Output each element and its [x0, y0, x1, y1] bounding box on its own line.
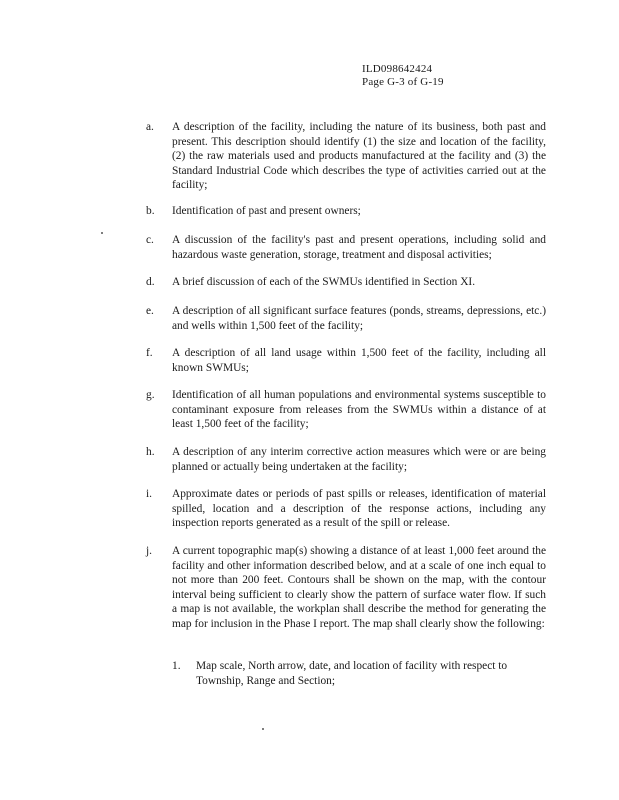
item-letter: f. — [146, 347, 153, 359]
list-item-i — [146, 487, 546, 531]
list-item-j — [146, 544, 546, 632]
page-header — [362, 63, 444, 89]
list-item-c — [146, 233, 546, 262]
sub-item-number: 1. — [172, 660, 181, 672]
item-text: A current topographic map(s) showing a distance of at least 1,000 feet around the facility and other information described below, and at a scale of one inch equal to not more than 200 feet. Contours shall be shown on the map, with the contour interval being sufficient to clearly show the pattern of surface water flow. If such a map is not available, the workplan shall describe the method for generating the map for inclusion in the Phase I report. The map shall clearly show the following: — [172, 545, 546, 630]
list-item-g — [146, 388, 546, 432]
list-item-f — [146, 346, 546, 375]
document-id: ILD098642424 — [362, 63, 433, 75]
item-text: Approximate dates or periods of past spills or releases, identification of material spilled, location and a description of the response actions, including any inspection reports generated as a result of the spill or release. — [172, 488, 546, 530]
list-item-a — [146, 120, 546, 193]
item-text: A description of all land usage within 1,500 feet of the facility, including all known SWMUs; — [172, 347, 546, 374]
item-letter: b. — [146, 205, 155, 217]
item-text: A brief discussion of each of the SWMUs identified in Section XI. — [172, 276, 476, 288]
list-item-e — [146, 304, 546, 333]
item-letter: c. — [146, 234, 154, 246]
item-text: A description of any interim corrective action measures which were or are being planned or actually being undertaken at the facility; — [172, 446, 546, 473]
item-text: A description of the facility, including the nature of its business, both past and present. This description should identify (1) the size and location of the facility, (2) the raw materials used and products manufactured at the facility and (3) the Standard Industrial Code which describes the type of activities carried out at the facility; — [172, 121, 546, 192]
page-number: Page G-3 of G-19 — [362, 76, 444, 88]
item-letter: a. — [146, 121, 154, 133]
item-text: A description of all significant surface features (ponds, streams, depressions, etc.) and wells within 1,500 feet of the facility; — [172, 305, 546, 332]
item-text: Identification of all human populations and environmental systems susceptible to contaminant exposure from releases from the SWMUs within a distance of at least 1,500 feet of the facility; — [172, 389, 546, 431]
item-letter: h. — [146, 446, 155, 458]
scan-speck — [101, 232, 103, 234]
sub-item-1 — [170, 659, 546, 688]
list-item-b — [146, 204, 546, 219]
scan-speck — [262, 728, 264, 730]
item-letter: e. — [146, 305, 154, 317]
item-letter: d. — [146, 276, 155, 288]
item-letter: j. — [146, 545, 153, 557]
sub-item-text: Map scale, North arrow, date, and location of facility with respect to Township, Range and Section; — [196, 660, 508, 687]
item-text: Identification of past and present owners; — [172, 205, 361, 217]
list-item-h — [146, 445, 546, 474]
item-letter: i. — [146, 488, 153, 500]
item-letter: g. — [146, 389, 155, 401]
list-item-d — [146, 275, 546, 290]
item-text: A discussion of the facility's past and present operations, including solid and hazardous waste generation, storage, treatment and disposal activities; — [172, 234, 546, 261]
